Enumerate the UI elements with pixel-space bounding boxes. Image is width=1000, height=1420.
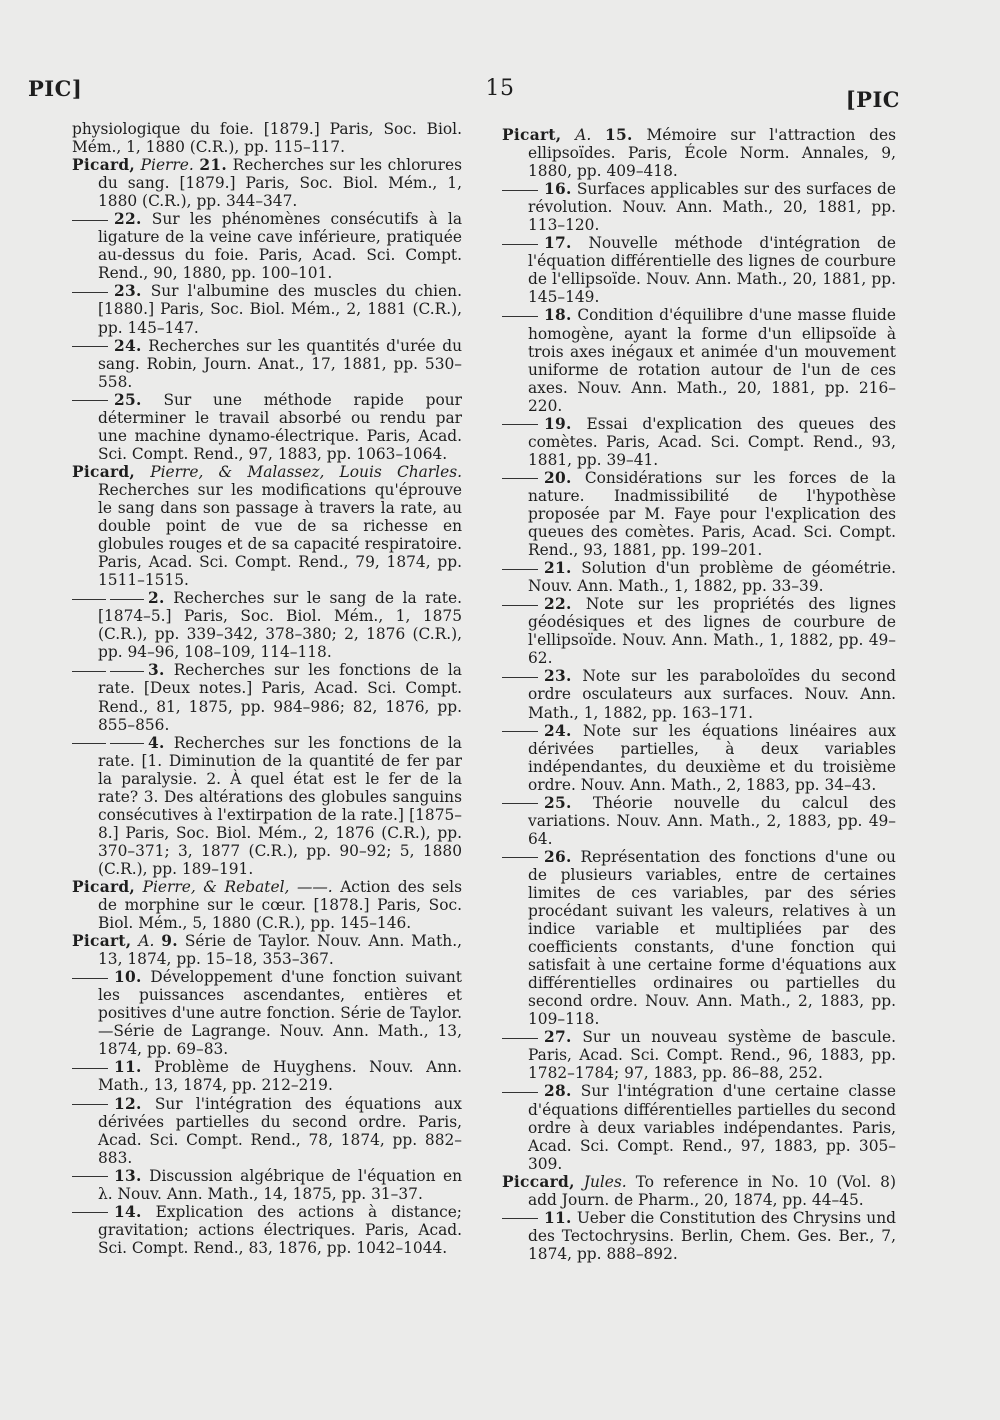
ditto-dash	[502, 857, 538, 858]
bib-entry	[72, 156, 462, 210]
entry-text: physiologique du foie. [1879.] Paris, Soc. Biol. Mém., 1, 1880 (C.R.), pp. 115–117.	[72, 120, 462, 157]
entry-number: 11.	[544, 1208, 572, 1227]
entry-number: 26.	[544, 847, 572, 866]
entry-text: Sur une méthode rapide pour déterminer le travail absorbé ou rendu par une machine dynamo-électrique. Paris, Acad. Sci. Compt. Rend., 97, 1883, pp. 1063–1064.	[98, 390, 462, 463]
ditto-dash	[502, 1218, 538, 1219]
entry-text: Recherches sur les fonctions de la rate. [1. Diminution de la quantité de fer par la paralysie. 2. À quel état est le fer de la rate? 3. Des altérations des globules sanguins consécutives à l'extirpation de la rate.] [1875–8.] Paris, Soc. Biol. Mém., 2, 1876 (C.R.), pp. 370–371; 3, 1877 (C.R.), pp. 90–92; 5, 1880 (C.R.), pp. 189–191.	[98, 733, 462, 878]
ditto-dash	[72, 743, 106, 744]
entry-text: Série de Taylor. Nouv. Ann. Math., 13, 1874, pp. 15–18, 353–367.	[98, 932, 462, 969]
ditto-dash	[502, 803, 538, 804]
bib-entry	[502, 848, 896, 1028]
entry-text: Note sur les équations linéaires aux dérivées partielles, à deux variables indépendantes, du deuxième et du troisième ordre. Nouv. Ann. Math., 2, 1883, pp. 34–43.	[528, 721, 896, 794]
entry-number: 11.	[114, 1058, 142, 1077]
bib-entry	[72, 932, 462, 968]
bib-entry	[72, 1058, 462, 1094]
running-head-right: [PIC	[845, 87, 900, 112]
bib-entry	[72, 661, 462, 733]
entry-text: Nouvelle méthode d'intégration de l'équation différentielle des lignes de courbure de l'ellipsoïde. Nouv. Ann. Math., 20, 1881, pp. 145–149.	[528, 234, 896, 307]
entry-text: Sur l'intégration d'une certaine classe d'équations différentielles partielles du second ordre à deux variables indépendantes. Paris, Acad. Sci. Compt. Rend., 97, 1883, pp. 305–309.	[528, 1082, 896, 1173]
entry-text: Recherches sur les chlorures du sang. [1879.] Paris, Soc. Biol. Mém., 1, 1880 (C.R.), pp. 344–347.	[98, 156, 462, 211]
ditto-dash	[502, 316, 538, 317]
bib-entry	[502, 126, 896, 180]
bib-entry	[72, 391, 462, 463]
bib-entry	[502, 306, 896, 414]
entry-number: 25.	[544, 793, 572, 812]
bib-entry	[502, 559, 896, 595]
bib-entry	[72, 878, 462, 932]
entry-author: Picard,	[72, 156, 136, 175]
ditto-dash	[110, 671, 144, 672]
entry-text: Sur les phénomènes consécutifs à la ligature de la veine cave inférieure, pratiquée au-dessus du foie. Paris, Acad. Sci. Compt. Rend., 90, 1880, pp. 100–101.	[98, 210, 462, 283]
entry-text: Sur l'intégration des équations aux dérivées partielles du second ordre. Paris, Acad. Sci. Compt. Rend., 78, 1874, pp. 882–883.	[98, 1094, 462, 1167]
ditto-dash	[72, 978, 108, 979]
ditto-dash	[72, 1176, 108, 1177]
bib-entry	[72, 589, 462, 661]
entry-author: Picart,	[72, 932, 132, 951]
ditto-dash	[72, 671, 106, 672]
ditto-dash	[72, 400, 108, 401]
entry-number: 19.	[544, 414, 572, 433]
ditto-dash	[502, 478, 538, 479]
ditto-dash	[502, 190, 538, 191]
bib-entry	[502, 1173, 896, 1209]
bib-entry	[72, 1167, 462, 1203]
entry-number: 12.	[114, 1094, 142, 1113]
entry-author: Piccard,	[502, 1172, 575, 1191]
entry-author-name: A.	[138, 932, 155, 951]
ditto-dash	[502, 244, 538, 245]
entry-author-name: Pierre, & Malassez, Louis Charles.	[150, 462, 462, 481]
entry-text: Solution d'un problème de géométrie. Nouv. Ann. Math., 1, 1882, pp. 33–39.	[528, 559, 896, 596]
entry-author: Picard,	[72, 877, 136, 896]
entry-number: 23.	[114, 282, 142, 301]
ditto-dash	[502, 605, 538, 606]
ditto-dash	[72, 292, 108, 293]
ditto-dash	[502, 1038, 538, 1039]
entry-text: Développement d'une fonction suivant les puissances ascendantes, entières et positives d'une autre fonction. Série de Taylor.—Série de Lagrange. Nouv. Ann. Math., 13, 1874, pp. 69–83.	[98, 968, 462, 1059]
entry-number: 18.	[544, 306, 572, 325]
bib-entry	[502, 1209, 896, 1263]
bib-entry	[502, 234, 896, 306]
bib-entry	[72, 210, 462, 282]
entry-author: Picart,	[502, 126, 562, 144]
bib-entry	[72, 1203, 462, 1257]
bib-entry	[72, 337, 462, 391]
entry-text: Théorie nouvelle du calcul des variations. Nouv. Ann. Math., 2, 1883, pp. 49–64.	[528, 793, 896, 848]
bib-entry	[502, 1082, 896, 1172]
entry-number: 21.	[544, 559, 572, 578]
entry-number: 21.	[199, 156, 228, 175]
entry-number: 9.	[161, 932, 178, 951]
entry-text: Recherches sur les modifications qu'éprouve le sang dans son passage à travers la rate, au double point de vue de sa richesse en globules rouges et de sa capacité respiratoire. Paris, Acad. Sci. Compt. Rend., 79, 1874, pp. 1511–1515.	[98, 480, 462, 590]
ditto-dash	[502, 731, 538, 732]
right-column	[502, 126, 896, 1263]
ditto-dash	[72, 346, 108, 347]
ditto-dash	[110, 743, 144, 744]
entry-number: 27.	[544, 1028, 572, 1047]
entry-number: 2.	[148, 589, 165, 608]
ditto-dash	[72, 599, 106, 600]
entry-author-name: Pierre, & Rebatel, ——.	[142, 877, 333, 896]
entry-author-name: Jules.	[583, 1172, 627, 1191]
ditto-dash	[72, 1212, 108, 1213]
bib-entry	[502, 794, 896, 848]
entry-number: 23.	[544, 667, 572, 686]
bib-entry	[72, 120, 462, 156]
bib-entry	[502, 667, 896, 721]
entry-number: 24.	[114, 336, 142, 355]
entry-number: 3.	[148, 661, 165, 680]
entry-number: 14.	[114, 1202, 142, 1221]
running-head-left: PIC]	[28, 76, 83, 101]
entry-text: Recherches sur les quantités d'urée du sang. Robin, Journ. Anat., 17, 1881, pp. 530–558.	[98, 336, 462, 391]
bib-entry	[502, 1028, 896, 1082]
ditto-dash	[502, 424, 538, 425]
bib-entry	[72, 1095, 462, 1167]
entry-author: Picard,	[72, 462, 136, 481]
entry-text: Sur l'albumine des muscles du chien. [1880.] Paris, Soc. Biol. Mém., 2, 1881 (C.R.), pp. 145–147.	[98, 282, 462, 337]
entry-text: Problème de Huyghens. Nouv. Ann. Math., 13, 1874, pp. 212–219.	[98, 1058, 462, 1095]
entry-number: 15.	[605, 126, 633, 144]
entry-text: Explication des actions à distance; gravitation; actions électriques. Paris, Acad. Sci. Compt. Rend., 83, 1876, pp. 1042–1044.	[98, 1202, 462, 1257]
entry-text: Essai d'explication des queues des comètes. Paris, Acad. Sci. Compt. Rend., 93, 1881, pp. 39–41.	[528, 414, 896, 469]
entry-number: 20.	[544, 468, 572, 487]
page-number: 15	[485, 76, 515, 101]
entry-text: Condition d'équilibre d'une masse fluide homogène, ayant la forme d'un ellipsoïde à trois axes inégaux et animée d'un mouvement uniforme de rotation autour de l'un de ces axes. Nouv. Ann. Math., 20, 1881, pp. 216–220.	[528, 306, 896, 415]
ditto-dash	[502, 569, 538, 570]
entry-text: Discussion algébrique de l'équation en λ. Nouv. Ann. Math., 14, 1875, pp. 31–37.	[98, 1166, 462, 1203]
entry-text: Considérations sur les forces de la nature. Inadmissibilité de l'hypothèse proposée par M. Faye pour l'explication des queues des comètes. Paris, Acad. Sci. Compt. Rend., 93, 1881, pp. 199–201.	[528, 468, 896, 560]
bib-entry	[502, 415, 896, 469]
entry-text: Recherches sur les fonctions de la rate. [Deux notes.] Paris, Acad. Sci. Compt. Rend., 81, 1875, pp. 984–986; 82, 1876, pp. 855–856.	[98, 661, 462, 734]
bib-entry	[72, 734, 462, 878]
bib-entry	[502, 722, 896, 794]
ditto-dash	[72, 220, 108, 221]
ditto-dash	[502, 677, 538, 678]
entry-text: Ueber die Constitution des Chrysins und des Tectochrysins. Berlin, Chem. Ges. Ber., 7, 1874, pp. 888–892.	[528, 1208, 896, 1263]
ditto-dash	[72, 1104, 108, 1105]
entry-number: 10.	[114, 968, 142, 987]
entry-text: Recherches sur le sang de la rate. [1874–5.] Paris, Soc. Biol. Mém., 1, 1875 (C.R.), pp. 339–342, 378–380; 2, 1876 (C.R.), pp. 94–96, 108–109, 114–118.	[98, 589, 462, 662]
entry-number: 13.	[114, 1166, 142, 1185]
bib-entry	[502, 180, 896, 234]
bib-entry	[72, 282, 462, 336]
ditto-dash	[502, 1092, 538, 1093]
bib-entry	[72, 968, 462, 1058]
bib-entry	[502, 469, 896, 559]
entry-author-name: Pierre.	[140, 156, 194, 175]
entry-text: To reference in No. 10 (Vol. 8) add Journ. de Pharm., 20, 1874, pp. 44–45.	[528, 1172, 896, 1209]
ditto-dash	[110, 599, 144, 600]
entry-number: 16.	[544, 180, 572, 199]
entry-number: 22.	[114, 210, 142, 229]
bib-entry	[502, 595, 896, 667]
ditto-dash	[72, 1068, 108, 1069]
bib-entry	[72, 463, 462, 589]
entry-author-name: A.	[575, 126, 592, 144]
entry-text: Mémoire sur l'attraction des ellipsoïdes. Paris, École Norm. Annales, 9, 1880, pp. 409–418.	[528, 126, 896, 181]
entry-text: Sur un nouveau système de bascule. Paris, Acad. Sci. Compt. Rend., 96, 1883, pp. 1782–1784; 97, 1883, pp. 86–88, 252.	[528, 1028, 896, 1083]
left-column	[72, 120, 462, 1257]
entry-text: Action des sels de morphine sur le cœur. [1878.] Paris, Soc. Biol. Mém., 5, 1880 (C.R.), pp. 145–146.	[98, 877, 462, 933]
entry-text: Surfaces applicables sur des surfaces de révolution. Nouv. Ann. Math., 20, 1881, pp. 113–120.	[528, 180, 896, 235]
entry-text: Note sur les propriétés des lignes géodésiques et des lignes de courbure de l'ellipsoïde. Nouv. Ann. Math., 1, 1882, pp. 49–62.	[528, 595, 896, 668]
entry-text: Note sur les paraboloïdes du second ordre osculateurs aux surfaces. Nouv. Ann. Math., 1, 1882, pp. 163–171.	[528, 667, 896, 722]
entry-number: 24.	[544, 721, 572, 740]
entry-number: 25.	[114, 390, 142, 409]
entry-number: 22.	[544, 595, 572, 614]
entry-number: 17.	[544, 234, 572, 253]
entry-text: Représentation des fonctions d'une ou de plusieurs variables, entre de certaines limites de ces variables, par des séries procédant suivant les valeurs, relatives à un indice variable et multipliées par des coefficients constants, d'une fonction qui satisfait à une certaine forme d'équations aux différentielles ordinaires ou partielles du second ordre. Nouv. Ann. Math., 2, 1883, pp. 109–118.	[528, 847, 896, 1029]
entry-number: 4.	[148, 733, 165, 752]
entry-number: 28.	[544, 1082, 572, 1101]
